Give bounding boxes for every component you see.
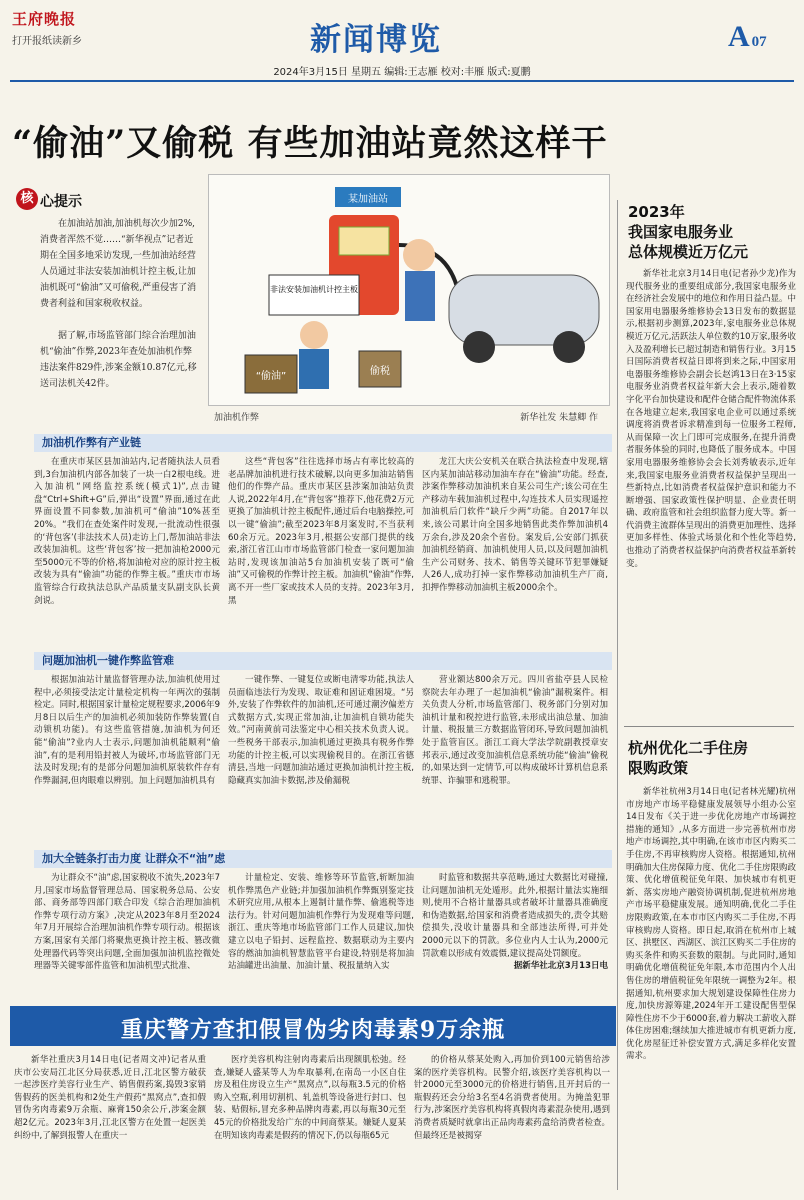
paragraph: 为让群众不“油”虑,国家税收不流失,2023年7月,国家市场监督管理总局、国家税务总局、公安部、商务部等四部门联合印发《综合治理加油机作弊专项行动方案》,决定从2023年8月至2024年7月开展综合治理加油机作弊专项行动。根据该方案,国家有关部门将聚焦更换计控主板、篡改微处理器代码等突出问题,全面加强加油机监控微处理器等关键零部件监管和加油机型式批准、 xyxy=(34,873,220,972)
paragraph: 新华社重庆3月14日电(记者周文冲)记者从重庆市公安局江北区分局获悉,近日,江北区警方破获一起涉医疗美容行业生产、销售假药案,捣毁3家销售假药的医美机构和2处生产假药“黑窝点”,查扣假冒伪劣肉毒素9万余瓶、麻膏150余公斤,涉案金额超2亿元。2023年3月,江北区警方在处置一起医美纠纷中,了解到报警人在重庆一 xyxy=(14,1055,206,1141)
section-title: 新闻博览 xyxy=(310,22,442,58)
paragraph: 时监管和数据共享范畴,通过大数据比对碰撞,让问题加油机无处遁形。此外,根据计量法实施细则,使用不合格计量器具或者破坏计量器具准确度和伪造数据,给国家和消费者造成损失的,责令其赔偿损失,没收计量器具和全部违法所得,可并处2000元以下的罚款。多位业内人士认为,2000元罚款难以形成有效震慑,建议提高处罚额度。 xyxy=(422,873,608,959)
paragraph: 龙江大庆公安机关在联合执法检查中发现,辖区内某加油站移动加油车存在“偷油”功能。经查,涉案作弊移动加油机来自某公司生产;该公司在生产移动车载加油机过程中,勾连技术人员实现遥控加油机后门软件“缺斤少两”功能。自2017年以来,该公司累计向全国多地销售此类作弊加油机4万余台,涉及20余个省份。案发后,公安部门抓获加油机经销商、加油机使用人员,以及问题加油机生产公司财务、技术、销售等关键环节犯罪嫌疑人26人,成功打掉一家作弊移动加油机生产厂商,扣押作弊移动加油机主板2000余个。 xyxy=(422,457,608,593)
article-column xyxy=(228,872,414,996)
box-text: 非法安装加油机计控主板 xyxy=(270,285,358,294)
sign-text: 某加油站 xyxy=(348,194,388,205)
cartoon-illustration xyxy=(208,174,610,406)
subhead-industry-chain: 加油机作弊有产业链 xyxy=(34,434,612,452)
cartoon-caption: 加油机作弊 xyxy=(214,413,260,423)
main-headline: “偷油”又偷税 有些加油站竟然这样干 xyxy=(12,123,608,164)
dateline-credit: 据新华社北京3月13日电 xyxy=(513,961,608,972)
paper-name: 王府晚报 xyxy=(12,10,77,28)
article-column xyxy=(34,456,220,640)
paragraph: 的价格从蔡某处购入,再加价到100元销售给涉案的医疗美容机构。民警介绍,该医疗美容机构以一针2000元至3000元的价格进行销售,且开封后的一瓶假药还会分给3名至4名消费者使用。为掩盖犯罪行为,涉案医疗美容机构将真假肉毒素混杂使用,遇到消费者质疑时就拿出正品肉毒素药盒给消费者检查。但最终还是被揭穿 xyxy=(414,1055,610,1141)
hint-mark: 核 xyxy=(16,188,38,210)
paragraph: 计量检定、安装、维修等环节监管,斩断加油机作弊黑色产业链;并加强加油机作弊甄别鉴定技术研究应用,从根本上遏制计量作弊、偷逃税等违法行为。针对问题加油机作弊行为发现难等问题,浙江、重庆等地市场监管部门工作人员建议,加快建立以电子铅封、远程监控、数据联动为主要内容的燃油加油机智慧监管平台建设,特别是将加油站油罐进出油量、加油计量、税报量纳入实 xyxy=(228,873,414,972)
dateline: 2024年3月15日 星期五 编辑:王志雁 校对:丰雁 版式:夏鹏 xyxy=(273,67,531,78)
paragraph: 在重庆市某区县加油站内,记者随执法人员看到,3台加油机内部各加装了一块一白2根电线。进入加油机“网络监控系统(模式1)”,点击键盘“Ctrl+Shift+G”后,弹出“设置”界面,通过在此界面设置不同参数,加油机可“偷油”10%甚至20%。“我们在查处案件时发现,一批流动性很强的‘背包客’(非法技术人员)走访上门,帮加油站非法改装加油机。这些‘背包客’按一把加油枪2000元至5000元不等的价格,将加油枪对应的原计控主板改装为具有“偷油”功能的作弊主板。”重庆市市场监管综合行政执法总队产品质量支队副支队长黄剑说。 xyxy=(34,457,220,606)
paragraph: 这些“背包客”往往选择市场占有率比较高的老品牌加油机进行技术破解,以向更多加油站销售他们的作弊产品。重庆市某区县涉案加油站负责人说,2022年4月,在“背包客”推荐下,他花费2万元更换了加油机计控主板配件,通过后台电脑操控,可以一键“偷油”;截至2023年8月案发时,不当获利60余万元。2023年3月,根据公安部门提供的线索,浙江省江山市市场监管部门检查一家问题加油站时,发现该加油站5台加油机安装了既可“偷油”又可偷税的作弊计控主板。加油机“偷油”作弊,离不开一些厂家或技术人员的支持。2023年3月,黑 xyxy=(228,457,414,606)
article-column xyxy=(214,1054,406,1194)
tax-label: 偷税 xyxy=(370,366,390,377)
sidebar-headline-appliance: 2023年 我国家电服务业 总体规模近万亿元 xyxy=(628,203,749,261)
paragraph: 根据加油站计量监督管理办法,加油机使用过程中,必须接受法定计量检定机构一年两次的强制检定。同时,根据国家计量检定规程要求,2006年9月8日以后生产的加油机必须加装防作弊装置(自动锁机功能)。有这些监管措施,加油机为何还能“偷油”?业内人士表示,问题加油机能顺利“偷油”,有的是利用铅封被人为破坏,市场监管部门无法及时发现;有的是部分问题加油机原装软件存有作弊漏洞,但肉眼难以辨别。加上问题加油机具有 xyxy=(34,675,220,786)
paper-slogan: 打开报纸读新乡 xyxy=(12,36,82,47)
article-column xyxy=(228,456,414,640)
page-number xyxy=(728,20,767,54)
cartoon-drawing xyxy=(209,175,610,406)
subhead-crackdown: 加大全链条打击力度 让群众不“油”虑 xyxy=(34,850,612,868)
sidebar-article xyxy=(626,786,796,1192)
paragraph: 医疗美容机构注射肉毒素后出现额肌松弛。经查,嫌疑人盛某等人为牟取暴利,在南岛一小区自住房及租住房设立生产“黑窝点”,以每瓶3.5元的价格购入空瓶,利用切割机、轧盖机等设备进行封口、包装、贴假标,冒充多种品牌肉毒素,再以每瓶30元至45元的价格批发给广东的中间商蔡某。嫌疑人夏某在明知该肉毒素是假药的情况下,仍以每瓶65元 xyxy=(214,1055,406,1141)
article-column xyxy=(422,872,608,996)
paragraph: 营业额达800余万元。四川省盐亭县人民检察院去年办理了一起加油机“偷油”漏税案件。相关负责人分析,市场监管部门、税务部门分别对加油机计量和税控进行监管,未形成出油总量、加油计量、税报量三方数据监管闭环,导致问题加油机处于监管盲区。浙江工商大学法学院副教授章安邦表示,通过改变加油机信息系统功能“偷油”偷税的,如果达到一定情节,可以构成破坏计算机信息系统罪、诈骗罪和逃税罪。 xyxy=(422,675,608,786)
article-column xyxy=(34,872,220,996)
subhead-regulation: 问题加油机一键作弊监管难 xyxy=(34,652,612,670)
article-column xyxy=(422,674,608,844)
article-column xyxy=(414,1054,610,1194)
masthead xyxy=(0,0,804,82)
column-divider xyxy=(617,200,618,1190)
article-column xyxy=(422,456,608,640)
intro-paragraph-2: 据了解,市场监管部门综合治理加油机“偷油”作弊,2023年查处加油机作弊违法案件829件,涉案金额10.87亿元,移送司法机关42件。 xyxy=(40,331,197,389)
article-column xyxy=(14,1054,206,1194)
masthead-rule xyxy=(10,80,794,82)
worker-head xyxy=(403,239,435,271)
page-letter: A xyxy=(728,20,750,53)
oil-label: “偷油” xyxy=(255,371,287,382)
paragraph: 一键作弊、一键复位或断电清零功能,执法人员面临违法行为发现、取证难和固证难困境。“另外,安装了作弊软件的加油机,还可通过潮汐偏差方式数据方式,实现正常加油,让加油机自锁功能失效。”河南黄前司法鉴定中心相关技术负责人说。一些税务干部表示,加油机通过更换具有税务作弊功能的计控主板,可以实现偷税目的。在浙江省德清县,当地一问题加油站通过更换加油机计控主板,隐藏真实加油卡数据,涉及偷漏税 xyxy=(228,675,414,786)
article-column xyxy=(228,674,414,844)
article-column xyxy=(34,674,220,844)
intro-paragraph: 在加油站加油,加油机每次少加2%,消费者浑然不觉……“新华视点”记者近期在全国多地采访发现,一些加油站经营人员通过非法安装加油机计控主板,让加油机既可“偷油”又可偷税,严重侵害了消费者利益和国家税收权益。 xyxy=(40,219,197,309)
paper-logo xyxy=(12,8,130,47)
paragraph: 新华社北京3月14日电(记者孙少龙)作为现代服务业的重要组成部分,我国家电服务业在经济社会发展中的地位和作用日益凸显。中国家用电器服务维修协会13日发布的数据显示,根据初步测算,2023年,家电服务业总体规模近万亿元,活跃法人单位数约10万家,服务收入及盈利增长已超过制造和销售行业。3月15日国际消费者权益日即将到来之际,中国家用电器服务维修协会副会长赵鸿13日在3·15家电服务业消费者权益年新大会上表示,随着数字化平台加快建设和配件仓储合配件物流体系在各地建立起来,我国家电企业可以通过系统调度将消费者诉求精准到每一位服务工程师,从而保障一次上门即可完成服务,在提升消费者服务体验的同时,也降低了服务成本。中国家用电器服务维修协会会长刘秀敏表示,近年来,我国家电服务业消费者权益保护呈现出一些新特点,比如消费者权益保护意识和能力不断增强、国家政策性保护明显、企业责任明确、政府监管和社会组织监督力度大等。新一代消费主流群体呈现出的消费更加理性、选择更加多样性、体验式场景化和个性化等趋势,也推动了消费者权益保护向消费者权益革新转变。 xyxy=(626,269,796,569)
paragraph: 新华社杭州3月14日电(记者林光耀)杭州市房地产市场平稳健康发展领导小组办公室14日发布《关于进一步优化房地产市场调控措施的通知》,从多方面进一步完善杭州市房地产市场调控,其中明确,在该市市区内购买二手住房,不再审核购房人资格。根据通知,杭州明确加大住房保障力度、优化二手住房限购政策、优化增值税征免年限、加快城市有机更新、落实房地产融资协调机制,促进杭州房地产市场平稳健康发展。通知明确,优化二手住房限购政策,在本市市区内购买二手住房,不再审核购房人资格。即日起,取消在杭州市上城区、拱墅区、西湖区、滨江区购买二手住房的购买条件和购买套数的限制。与此同时,通知明确优化增值税征免年限,本市范围内个人出售住房的增值税征免年限统一调整为2年。根据通知,杭州要求加大规划建设保障性住房力度,加快房源筹建,2024年开工建设配售型保障性住房不少于6000套,着力解决工薪收入群体住房困难;继续加大推进城市有机更新力度,优化房屋征迁补偿安置方式,满足多样化安置需求。 xyxy=(626,787,796,1062)
page-num: 07 xyxy=(751,34,767,50)
hint-label: 心提示 xyxy=(40,194,82,210)
banner-headline: 重庆警方查扣假冒伪劣肉毒素9万余瓶 xyxy=(120,1017,506,1043)
sidebar-headline-hangzhou: 杭州优化二手住房 限购政策 xyxy=(628,739,749,777)
cartoon-credit: 新华社发 朱慧卿 作 xyxy=(520,413,598,423)
sidebar-article xyxy=(626,268,796,718)
sidebar-separator xyxy=(624,726,794,727)
